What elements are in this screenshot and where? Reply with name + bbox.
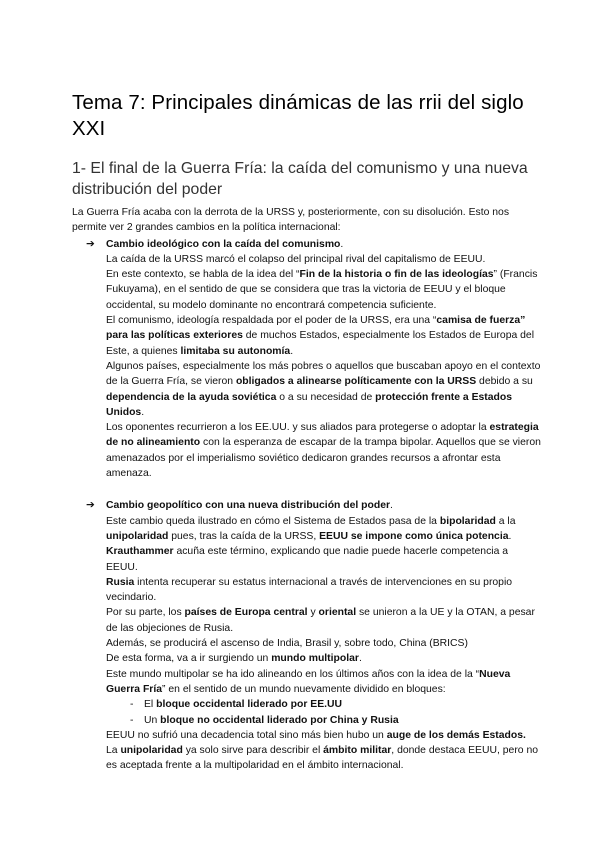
- paragraph: Rusia intenta recuperar su estatus internacional a través de intervenciones en su propio vecindario.: [106, 576, 513, 604]
- arrow-bullet-icon: ➔: [86, 237, 95, 250]
- paragraph: El comunismo, ideología respaldada por el poder de la URSS, era una “camisa de fuerza” para las políticas exteriores de muchos Estados, especialmente los Estados de Europa del Este, a quienes limitaba su autonomía.: [106, 315, 535, 357]
- bullet-ideological-change: ➔ Cambio ideológico con la caída del comunismo. La caída de la URSS marcó el colapso del principal rival del capitalismo de EEUU. En este contexto, se habla de la idea del “Fin de la historia o fin de las ideologías” (Francis Fukuyama), en el sentido de que se considera que tras la victoria de EEUU y el bloque occidental, su modelo dominante no encontrará competencia suficiente. El comunismo, ideología respaldada por el poder de la URSS, era una “camisa de fuerza” para las políticas exteriores de muchos Estados, especialmente los Estados de Europa del Este, a quienes limitaba su autonomía. Algunos países, especialmente los más pobres o aquellos que buscaban apoyo en el contexto de la Guerra Fría, se vieron obligados a alinearse políticamente con la URSS debido a su dependencia de la ayuda soviética o a su necesidad de protección frente a Estados Unidos. Los oponentes recurrieron a los EE.UU. y sus aliados para protegerse o adoptar la estrategia de no alineamiento con la esperanza de escapar de la trampa bipolar. Aquellos que se vieron amenazados por el imperialismo soviético dedicaron grandes recursos a afrontar esta amenaza.: [72, 237, 542, 482]
- list-item: - El bloque occidental liderado por EE.UU: [72, 697, 542, 712]
- paragraph: EEUU no sufrió una decadencia total sino más bien hubo un auge de los demás Estados.: [106, 729, 526, 741]
- paragraph: De esta forma, va a ir surgiendo un mundo multipolar.: [106, 653, 362, 665]
- paragraph: Este mundo multipolar se ha ido alineando en los últimos años con la idea de la “Nueva Guerra Fría” en el sentido de un mundo nuevamente dividido en bloques:: [106, 668, 511, 695]
- paragraph: Algunos países, especialmente los más pobres o aquellos que buscaban apoyo en el contexto de la Guerra Fría, se vieron obligados a alinearse políticamente con la URSS debido a su dependencia de la ayuda soviética o a su necesidad de protección frente a Estados Unidos.: [106, 360, 541, 418]
- paragraph: Los oponentes recurrieron a los EE.UU. y sus aliados para protegerse o adoptar la estrategia de no alineamiento con la esperanza de escapar de la trampa bipolar. Aquellos que se vieron amenazados por el imperialismo soviético dedicaron grandes recursos a afrontar esta amenaza.: [106, 422, 541, 480]
- arrow-bullet-icon: ➔: [86, 499, 95, 512]
- section-title: 1- El final de la Guerra Fría: la caída del comunismo y una nueva distribución del poder: [72, 160, 528, 198]
- paragraph: Por su parte, los países de Europa central y oriental se unieron a la UE y la OTAN, a pesar de las objeciones de Rusia.: [106, 607, 535, 634]
- dash-bullet-icon: -: [130, 699, 134, 711]
- bullet-geopolitical-change: ➔ Cambio geopolítico con una nueva distribución del poder. Este cambio queda ilustrado en cómo el Sistema de Estados pasa de la bipolaridad a la unipolaridad pues, tras la caída de la URSS, EEUU se impone como única potencia. Krauthammer acuña este término, explicando que nadie puede hacerle competencia a EEUU. Rusia intenta recuperar su estatus internacional a través de intervenciones en su propio vecindario. Por su parte, los países de Europa central y oriental se unieron a la UE y la OTAN, a pesar de las objeciones de Rusia. Además, se producirá el ascenso de India, Brasil y, sobre todo, China (BRICS) De esta forma, va a ir surgiendo un mundo multipolar. Este mundo multipolar se ha ido alineando en los últimos años con la idea de la “Nueva Guerra Fría” en el sentido de un mundo nuevamente dividido en bloques: - El bloque occidental liderado por EE.UU - Un bloque no occidental liderado por China y Rusia EEUU no sufrió una decadencia total sino más bien hubo un auge de los demás Estados. La unipolaridad ya solo sirve para describir el ámbito militar, donde destaca EEUU, pero no es aceptada frente a la multipolaridad en el ámbito internacional.: [72, 498, 542, 773]
- intro-paragraph: La Guerra Fría acaba con la derrota de la URSS y, posteriormente, con su disolución. Esto nos permite ver 2 grandes cambios en la política internacional:: [72, 207, 510, 234]
- document-page: [72, 90, 542, 774]
- paragraph: Este cambio queda ilustrado en cómo el Sistema de Estados pasa de la bipolaridad a la unipolaridad pues, tras la caída de la URSS, EEUU se impone como única potencia. Krauthammer acuña este término, explicando que nadie puede hacerle competencia a EEUU.: [106, 515, 516, 573]
- paragraph: Además, se producirá el ascenso de India, Brasil y, sobre todo, China (BRICS): [106, 638, 468, 650]
- page-title: Tema 7: Principales dinámicas de las rrii del siglo XXI: [72, 91, 524, 140]
- bullet-heading: Cambio geopolítico con una nueva distribución del poder: [106, 500, 391, 512]
- list-item: - Un bloque no occidental liderado por China y Rusia: [72, 713, 542, 728]
- paragraph: En este contexto, se habla de la idea del “Fin de la historia o fin de las ideologías” (Francis Fukuyama), en el sentido de que se considera que tras la victoria de EEUU y el bloque occidental, su modelo dominante no encontrará competencia suficiente.: [106, 269, 538, 311]
- paragraph: La caída de la URSS marcó el colapso del principal rival del capitalismo de EEUU.: [106, 253, 486, 265]
- bullet-heading: Cambio ideológico con la caída del comunismo: [106, 238, 341, 250]
- dash-bullet-icon: -: [130, 714, 134, 726]
- paragraph: La unipolaridad ya solo sirve para describir el ámbito militar, donde destaca EEUU, pero no es aceptada frente a la multipolaridad en el ámbito internacional.: [106, 745, 539, 772]
